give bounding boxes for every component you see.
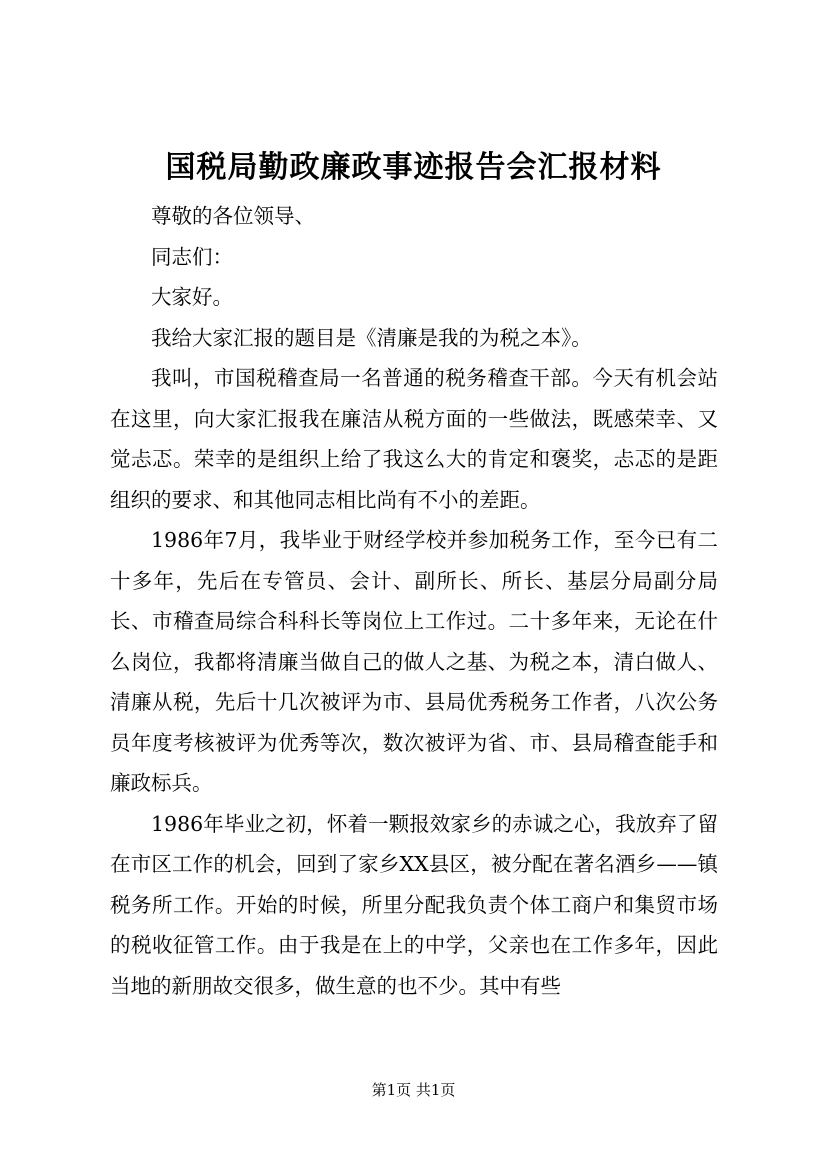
document-title: 国税局勤政廉政事迹报告会汇报材料 <box>165 150 662 185</box>
salutation-line-1: 尊敬的各位领导、 <box>151 204 315 228</box>
document-body <box>110 196 718 1006</box>
paragraph-intro: 我叫，市国税稽查局一名普通的税务稽查干部。今天有机会站在这里，向大家汇报我在廉洁从税方面的一些做法，既感荣幸、又觉忐忑。荣幸的是组织上给了我这么大的肯定和褒奖，忐忑的是距组织的要求、和其他同志相比尚有不小的差距。 <box>110 366 718 512</box>
report-topic: 我给大家汇报的题目是《清廉是我的为税之本》。 <box>151 325 592 350</box>
paragraph-early-work: 1986年毕业之初，怀着一颗报效家乡的赤诚之心，我放弃了留在市区工作的机会，回到了家乡XX县区，被分配在著名酒乡——镇税务所工作。开始的时候，所里分配我负责个体工商户和集贸市场的税收征管工作。由于我是在上的中学，父亲也在工作多年，因此当地的新朋故交很多，做生意的也不少。其中有些 <box>110 811 718 998</box>
paragraph-career: 1986年7月，我毕业于财经学校并参加税务工作，至今已有二十多年，先后在专管员、会计、副所长、所长、基层分局副分局长、市稽查局综合科科长等岗位上工作过。二十多年来，无论在什么岗位，我都将清廉当做自己的做人之基、为税之本，清白做人、清廉从税，先后十几次被评为市、县局优秀税务工作者，八次公务员年度考核被评为优秀等次，数次被评为省、市、县局稽查能手和廉政标兵。 <box>110 528 718 795</box>
page-number-footer: 第1页 共1页 <box>371 1081 456 1099</box>
salutation-line-2: 同志们： <box>151 244 233 269</box>
greeting: 大家好。 <box>151 285 233 309</box>
